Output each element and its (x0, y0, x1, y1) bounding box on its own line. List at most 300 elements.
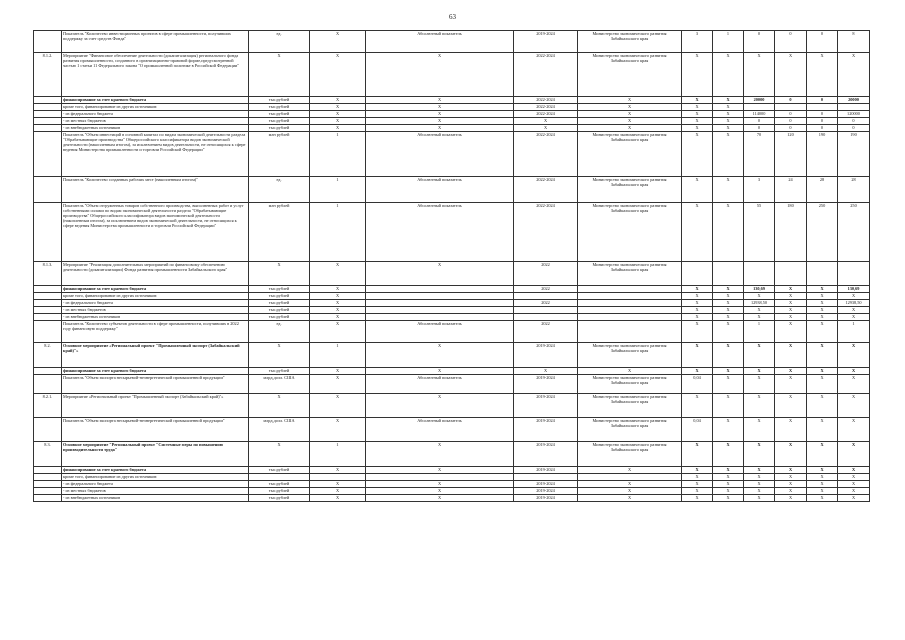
cell-value-2023 (807, 262, 838, 286)
cell-method: Х (366, 125, 514, 132)
cell-value-2019: Х (682, 481, 713, 488)
cell-item-number (34, 203, 62, 262)
cell-method: Х (366, 343, 514, 368)
cell-item-name: Мероприятие "Реализация дополнительных мероприятий по финансовому обеспечению деятельности (докапитализации) Фонда развития промышленности Забайкальского края" (62, 262, 249, 286)
table-row (34, 467, 870, 474)
cell-executor: Министерство экономического развития Забайкальского края (578, 343, 682, 368)
cell-period: 2019-2024 (514, 343, 578, 368)
cell-value-2023: Х (807, 481, 838, 488)
cell-unit: тыс.рублей (249, 118, 310, 125)
cell-value-2021: 55 (744, 203, 775, 262)
cell-value-2022: Х (775, 293, 807, 300)
cell-method: Х (366, 488, 514, 495)
cell-method: Х (366, 97, 514, 104)
cell-item-number (34, 321, 62, 343)
cell-unit: млрд.долл. США (249, 418, 310, 442)
cell-item-number: 8.2. (34, 343, 62, 368)
cell-method: Абсолютный показатель (366, 375, 514, 394)
cell-period: 2019-2024 (514, 31, 578, 53)
table-row (34, 321, 870, 343)
cell-executor: Министерство экономического развития Забайкальского края (578, 418, 682, 442)
cell-value-2022: 0 (775, 97, 807, 104)
cell-item-number (34, 118, 62, 125)
table-row (34, 177, 870, 203)
cell-item-number (34, 481, 62, 488)
cell-period: 2019-2024 (514, 418, 578, 442)
cell-item-name: Мероприятие «Региональный проект "Промышленный экспорт (Забайкальский край)"» (62, 394, 249, 418)
cell-value-2020: Х (713, 97, 744, 104)
cell-weight: Х (310, 286, 366, 293)
table-body (34, 31, 870, 502)
cell-unit: тыс.рублей (249, 111, 310, 118)
cell-method: Х (366, 467, 514, 474)
cell-value-2019: Х (682, 314, 713, 321)
cell-unit: тыс.рублей (249, 314, 310, 321)
cell-executor: Х (578, 467, 682, 474)
cell-item-name: Мероприятие "Финансовое обеспечение деятельности (докапитализация) регионального фонда развития промышленности, созданного в организационно-правовой форме,предусмотренной частью 1 статьи 11 Федерального закона "О промышленной политике в Российской Федерации" (62, 53, 249, 97)
cell-item-name: кроме того, финансирование из других источников: (62, 474, 249, 481)
cell-value-2023: 0 (807, 97, 838, 104)
cell-executor: Х (578, 495, 682, 502)
cell-value-total: 20000 (838, 97, 870, 104)
cell-item-name: - из федерального бюджета (62, 300, 249, 307)
cell-value-2019: Х (682, 53, 713, 97)
cell-value-total: 190 (838, 132, 870, 177)
cell-executor: Х (578, 488, 682, 495)
cell-method: Х (366, 53, 514, 97)
cell-weight: Х (310, 31, 366, 53)
cell-executor: Министерство экономического развития Забайкальского края (578, 442, 682, 467)
cell-item-number (34, 286, 62, 293)
cell-item-number (34, 314, 62, 321)
cell-value-2020: Х (713, 286, 744, 293)
cell-period: 2022-2024 (514, 111, 578, 118)
cell-value-2019: Х (682, 442, 713, 467)
cell-value-2019: Х (682, 321, 713, 343)
cell-value-2022: Х (775, 368, 807, 375)
cell-item-name: финансирование за счет краевого бюджета (62, 286, 249, 293)
cell-method: Абсолютный показатель (366, 418, 514, 442)
cell-period (514, 474, 578, 481)
cell-value-2022: Х (775, 474, 807, 481)
cell-method: Абсолютный показатель (366, 31, 514, 53)
cell-value-2020: Х (713, 368, 744, 375)
cell-method: Х (366, 495, 514, 502)
cell-value-2020: Х (713, 343, 744, 368)
cell-method: Х (366, 368, 514, 375)
cell-value-2021: Х (744, 488, 775, 495)
cell-period: 2022-2024 (514, 104, 578, 111)
cell-value-2022: Х (775, 488, 807, 495)
cell-item-name: Показатель "Количество субъектов деятельности в сфере промышленности, получивших в 2022 году финансовую поддержку" (62, 321, 249, 343)
cell-value-total: Х (838, 418, 870, 442)
cell-value-2023: Х (807, 343, 838, 368)
cell-value-2021: Х (744, 481, 775, 488)
cell-executor: Министерство экономического развития Забайкальского края (578, 262, 682, 286)
cell-value-2020: Х (713, 132, 744, 177)
table-row (34, 394, 870, 418)
cell-value-2022: Х (775, 343, 807, 368)
cell-method: Х (366, 442, 514, 467)
cell-unit: тыс.рублей (249, 307, 310, 314)
cell-value-2020: Х (713, 307, 744, 314)
cell-executor (578, 314, 682, 321)
cell-value-2019: Х (682, 474, 713, 481)
cell-value-2021: Х (744, 418, 775, 442)
cell-value-2020: Х (713, 203, 744, 262)
cell-value-total: Х (838, 442, 870, 467)
cell-executor: Министерство экономического развития Забайкальского края (578, 394, 682, 418)
cell-period: 2022 (514, 321, 578, 343)
cell-value-total: Х (838, 375, 870, 394)
program-table (33, 30, 870, 502)
cell-item-name: Основное мероприятие "Региональный проект "Системные меры по повышению производительности труда" (62, 442, 249, 467)
cell-item-number (34, 307, 62, 314)
cell-unit: тыс.рублей (249, 300, 310, 307)
cell-executor: Министерство экономического развития Забайкальского края (578, 177, 682, 203)
cell-value-2019: Х (682, 307, 713, 314)
cell-unit: тыс.рублей (249, 293, 310, 300)
cell-value-2020: Х (713, 474, 744, 481)
cell-value-2021: Х (744, 394, 775, 418)
cell-unit (249, 474, 310, 481)
cell-value-total: Х (838, 53, 870, 97)
table-row (34, 375, 870, 394)
cell-value-total: Х (838, 495, 870, 502)
cell-value-2022: Х (775, 442, 807, 467)
cell-period: 2022-2024 (514, 97, 578, 104)
cell-value-total: 0 (838, 125, 870, 132)
cell-executor: Х (578, 481, 682, 488)
cell-method (366, 474, 514, 481)
cell-value-2023: Х (807, 495, 838, 502)
cell-value-2022: Х (775, 300, 807, 307)
cell-value-2021: Х (744, 314, 775, 321)
table-row (34, 262, 870, 286)
cell-item-name: Показатель "Объем отгруженных товаров собственного производства, выполненных работ и услуг собственными силами по видам экономической деятельности раздела "Обрабатывающие производства" Общероссийского классификатора видов экономической деятельности (накопленным итогом), за исключением видов экономической деятельности, не относящихся к сфере ведения Министерства промышленности и торговли Российской Федерации" (62, 203, 249, 262)
cell-period: 2022 (514, 300, 578, 307)
cell-weight: Х (310, 104, 366, 111)
cell-value-2019: Х (682, 394, 713, 418)
cell-value-2019: Х (682, 300, 713, 307)
cell-item-name: - из внебюджетных источников (62, 495, 249, 502)
cell-weight: Х (310, 418, 366, 442)
cell-period (514, 307, 578, 314)
cell-unit: тыс.рублей (249, 97, 310, 104)
cell-weight: 1 (310, 442, 366, 467)
cell-value-2019: Х (682, 343, 713, 368)
cell-value-2021: 0 (744, 31, 775, 53)
table-row (34, 53, 870, 97)
cell-value-total: Х (838, 394, 870, 418)
cell-method: Х (366, 394, 514, 418)
cell-value-2019: 3 (682, 31, 713, 53)
cell-weight: Х (310, 307, 366, 314)
cell-item-number (34, 474, 62, 481)
cell-executor (578, 300, 682, 307)
cell-value-2022: Х (775, 495, 807, 502)
cell-period: 2019-2024 (514, 488, 578, 495)
cell-unit: Х (249, 262, 310, 286)
cell-executor: Министерство экономического развития Забайкальского края (578, 132, 682, 177)
cell-item-number (34, 111, 62, 118)
cell-item-name: кроме того, финансирование из других источников: (62, 293, 249, 300)
cell-value-2022: 24 (775, 177, 807, 203)
cell-item-number: 8.1.3. (34, 262, 62, 286)
cell-value-2023: Х (807, 321, 838, 343)
cell-item-number (34, 177, 62, 203)
cell-value-2019: Х (682, 132, 713, 177)
cell-value-2020: Х (713, 375, 744, 394)
table-row (34, 481, 870, 488)
table-row (34, 97, 870, 104)
cell-item-number (34, 31, 62, 53)
table-row (34, 307, 870, 314)
cell-value-2021: 12938,50 (744, 300, 775, 307)
cell-executor: Министерство экономического развития Забайкальского края (578, 31, 682, 53)
cell-value-total: 130,69 (838, 286, 870, 293)
cell-period: 2019-2024 (514, 394, 578, 418)
cell-unit: тыс.рублей (249, 495, 310, 502)
table-row (34, 314, 870, 321)
cell-item-name: Показатель "Объем экспорта несырьевой-неэнергетической промышленной продукции" (62, 375, 249, 394)
cell-value-2022: 0 (775, 118, 807, 125)
cell-executor: Х (578, 111, 682, 118)
cell-value-2021: Х (744, 343, 775, 368)
cell-value-2022: Х (775, 467, 807, 474)
cell-period: 2022-2024 (514, 53, 578, 97)
cell-unit: ед. (249, 31, 310, 53)
cell-executor: Министерство экономического развития Забайкальского края (578, 203, 682, 262)
cell-executor (578, 321, 682, 343)
table-row (34, 495, 870, 502)
cell-method (366, 307, 514, 314)
cell-value-2019: Х (682, 125, 713, 132)
cell-value-2021 (744, 262, 775, 286)
cell-value-2022: Х (775, 314, 807, 321)
cell-value-total (838, 262, 870, 286)
cell-item-number (34, 488, 62, 495)
cell-item-name: - из федерального бюджета (62, 111, 249, 118)
cell-period: Х (514, 368, 578, 375)
cell-value-2023: Х (807, 467, 838, 474)
cell-value-2020: Х (713, 111, 744, 118)
cell-weight: Х (310, 488, 366, 495)
cell-weight: 1 (310, 343, 366, 368)
cell-period: 2019-2024 (514, 442, 578, 467)
table-row (34, 125, 870, 132)
cell-value-2019: Х (682, 111, 713, 118)
cell-item-name: - из федерального бюджета (62, 481, 249, 488)
cell-weight: Х (310, 321, 366, 343)
cell-period: 2022 (514, 286, 578, 293)
cell-value-total: Х (838, 467, 870, 474)
cell-unit: тыс.рублей (249, 125, 310, 132)
cell-executor (578, 286, 682, 293)
cell-method (366, 314, 514, 321)
cell-value-2019: Х (682, 118, 713, 125)
cell-value-2022: 180 (775, 203, 807, 262)
cell-item-name: - из внебюджетных источников (62, 125, 249, 132)
cell-value-2019: Х (682, 177, 713, 203)
cell-value-2020: Х (713, 467, 744, 474)
cell-executor: Х (578, 125, 682, 132)
cell-value-2021: Х (744, 368, 775, 375)
cell-period: 2019-2024 (514, 375, 578, 394)
cell-item-name: Показатель "Объем экспорта несырьевой-неэнергетической промышленной продукции" (62, 418, 249, 442)
cell-value-total: 28 (838, 177, 870, 203)
cell-value-2022: Х (775, 375, 807, 394)
cell-method: Х (366, 262, 514, 286)
cell-value-2023: Х (807, 300, 838, 307)
cell-value-2023: 0 (807, 31, 838, 53)
cell-value-2019 (682, 262, 713, 286)
cell-unit: тыс.рублей (249, 368, 310, 375)
cell-value-2021: 70 (744, 132, 775, 177)
cell-value-2023: Х (807, 307, 838, 314)
cell-value-2021 (744, 104, 775, 111)
cell-item-number (34, 467, 62, 474)
cell-executor: Министерство экономического развития Забайкальского края (578, 375, 682, 394)
cell-item-number (34, 418, 62, 442)
cell-value-2021: Х (744, 467, 775, 474)
cell-value-2019: 0,04 (682, 375, 713, 394)
cell-method: Х (366, 104, 514, 111)
table-row (34, 300, 870, 307)
cell-unit: тыс.рублей (249, 481, 310, 488)
cell-item-name: кроме того, финансирование из других источников: (62, 104, 249, 111)
cell-value-2022: 0 (775, 111, 807, 118)
cell-value-2021: 3 (744, 177, 775, 203)
cell-item-number (34, 300, 62, 307)
cell-value-2023 (807, 104, 838, 111)
cell-value-2021: 0 (744, 125, 775, 132)
cell-period (514, 314, 578, 321)
cell-value-total: Х (838, 314, 870, 321)
cell-value-2021: Х (744, 495, 775, 502)
cell-value-2021: 130,69 (744, 286, 775, 293)
cell-item-name: - из местных бюджетов (62, 488, 249, 495)
cell-unit: ед. (249, 177, 310, 203)
table-row (34, 286, 870, 293)
cell-weight: Х (310, 495, 366, 502)
cell-value-2023: Х (807, 474, 838, 481)
cell-value-total: Х (838, 474, 870, 481)
cell-value-2020: Х (713, 104, 744, 111)
cell-weight: Х (310, 394, 366, 418)
cell-value-2019: Х (682, 293, 713, 300)
cell-item-name: Показатель "Объем инвестиций в основной капитал по видам экономической деятельности раздела "Обрабатывающие производства" Общероссийского классификатора видов экономической деятельности (накопленным итогом), за исключением видов деятельности, не относящихся к сфере ведения Министерства промышленности и торговли Российской Федерации" (62, 132, 249, 177)
cell-weight: Х (310, 125, 366, 132)
cell-period: 2019-2024 (514, 495, 578, 502)
cell-value-2023: Х (807, 286, 838, 293)
cell-value-2023: 0 (807, 111, 838, 118)
cell-item-name: Показатель "Количество инвестиционных проектов в сфере промышленности, получивших поддержку за счет средств Фонда" (62, 31, 249, 53)
cell-value-2019: Х (682, 97, 713, 104)
cell-value-2020: Х (713, 118, 744, 125)
cell-item-number (34, 495, 62, 502)
cell-value-total: Х (838, 488, 870, 495)
cell-value-2019: Х (682, 488, 713, 495)
cell-value-2020: 1 (713, 31, 744, 53)
cell-value-2020: Х (713, 495, 744, 502)
cell-value-2020: Х (713, 321, 744, 343)
cell-value-2019: Х (682, 104, 713, 111)
cell-weight: Х (310, 262, 366, 286)
cell-weight: Х (310, 314, 366, 321)
cell-weight: Х (310, 481, 366, 488)
cell-weight: Х (310, 111, 366, 118)
cell-value-2023: Х (807, 368, 838, 375)
cell-unit: тыс.рублей (249, 467, 310, 474)
cell-executor: Х (578, 104, 682, 111)
cell-value-total: 0 (838, 118, 870, 125)
cell-unit: Х (249, 53, 310, 97)
cell-value-2023: 250 (807, 203, 838, 262)
cell-unit: млн рублей (249, 132, 310, 177)
table-row (34, 293, 870, 300)
cell-value-2020: Х (713, 418, 744, 442)
cell-value-2023: 28 (807, 177, 838, 203)
cell-executor: Х (578, 368, 682, 375)
cell-value-total (838, 104, 870, 111)
cell-value-2022 (775, 104, 807, 111)
cell-value-2023: Х (807, 488, 838, 495)
cell-unit: тыс.рублей (249, 104, 310, 111)
cell-period (514, 293, 578, 300)
cell-value-2022: Х (775, 53, 807, 97)
cell-item-name: Показатель "Количество созданных рабочих мест (накопленным итогом)" (62, 177, 249, 203)
cell-executor: Х (578, 97, 682, 104)
cell-value-total: Х (838, 343, 870, 368)
cell-value-total: Х (838, 293, 870, 300)
cell-item-name: финансирование за счет краевого бюджета (62, 467, 249, 474)
cell-value-2021: 20000 (744, 97, 775, 104)
cell-weight: Х (310, 293, 366, 300)
cell-method (366, 293, 514, 300)
cell-weight: 1 (310, 132, 366, 177)
table-row (34, 118, 870, 125)
cell-value-2022 (775, 262, 807, 286)
cell-item-number (34, 375, 62, 394)
cell-executor (578, 474, 682, 481)
cell-value-total: 120000 (838, 111, 870, 118)
cell-value-2021: Х (744, 442, 775, 467)
cell-value-2020: Х (713, 488, 744, 495)
cell-value-total: 12938,50 (838, 300, 870, 307)
table-row (34, 104, 870, 111)
cell-method: Х (366, 118, 514, 125)
table-row (34, 368, 870, 375)
cell-value-2023: 190 (807, 132, 838, 177)
cell-value-2023: Х (807, 293, 838, 300)
cell-period: 2019-2024 (514, 467, 578, 474)
cell-executor: Министерство экономического развития Забайкальского края (578, 53, 682, 97)
cell-method: Абсолютный показатель (366, 132, 514, 177)
cell-value-2022: 0 (775, 31, 807, 53)
table-row (34, 418, 870, 442)
cell-item-name: финансирование за счет краевого бюджета (62, 368, 249, 375)
cell-executor (578, 293, 682, 300)
cell-period: 2019-2024 (514, 481, 578, 488)
table-row (34, 203, 870, 262)
cell-value-2022: Х (775, 418, 807, 442)
cell-period: 2022-2024 (514, 203, 578, 262)
cell-weight: Х (310, 467, 366, 474)
cell-value-2020: Х (713, 300, 744, 307)
cell-value-2023: Х (807, 314, 838, 321)
cell-weight: Х (310, 53, 366, 97)
